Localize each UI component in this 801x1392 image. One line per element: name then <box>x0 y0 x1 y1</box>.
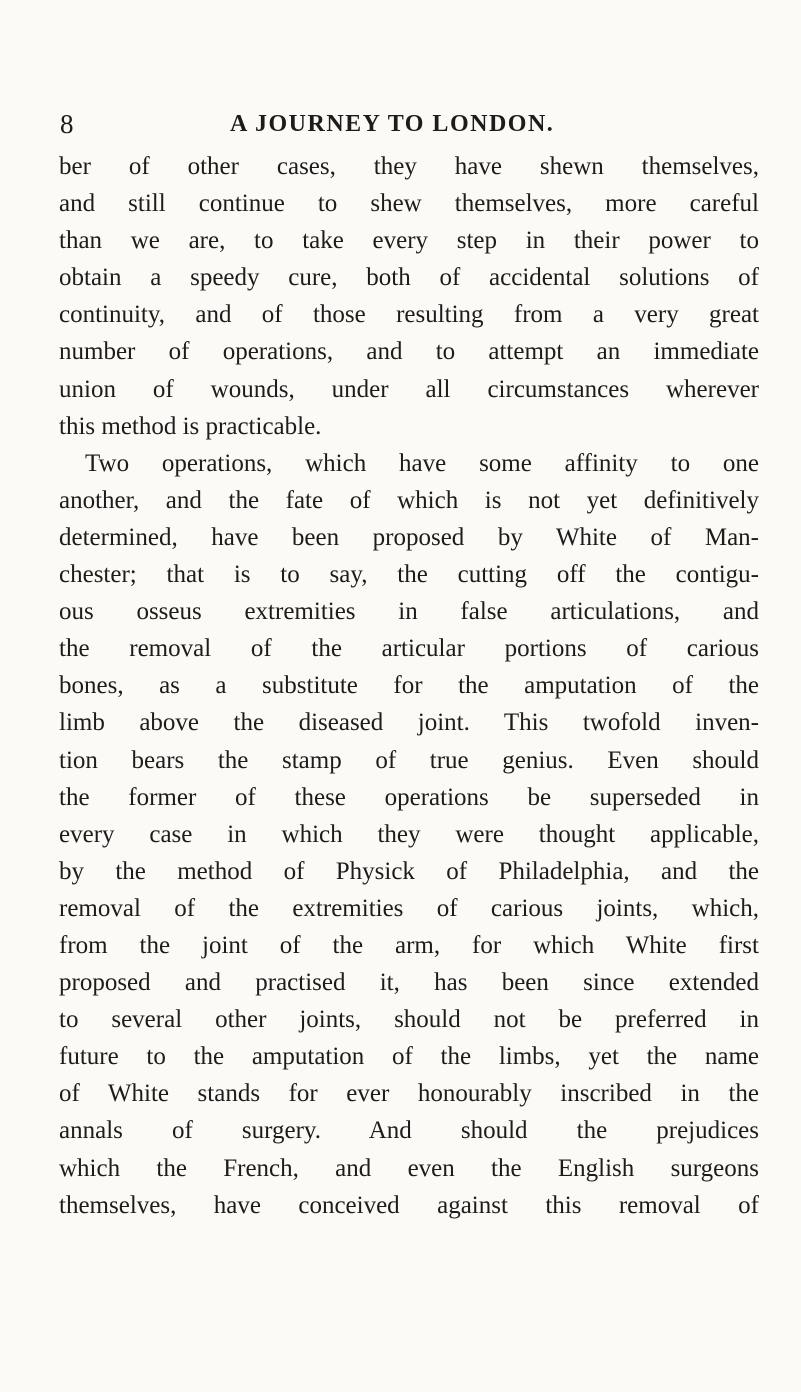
text-line: annals of surgery. And should the prejudices <box>59 1117 759 1145</box>
text-line: continuity, and of those resulting from a very great <box>59 301 759 329</box>
page-header <box>60 104 760 144</box>
text-line: tion bears the stamp of true genius. Even should <box>59 746 759 774</box>
text-line: to several other joints, should not be preferred in <box>59 1006 759 1034</box>
text-line: union of wounds, under all circumstances wherever <box>59 375 759 403</box>
text-line: another, and the fate of which is not yet definitively <box>59 486 759 514</box>
text-line: future to the amputation of the limbs, yet the name <box>59 1043 759 1071</box>
page-number: 8 <box>60 109 74 139</box>
text-line: and still continue to shew themselves, more careful <box>59 190 759 218</box>
body-text <box>59 148 759 1224</box>
text-line: this method is practicable. <box>59 412 322 440</box>
text-line: than we are, to take every step in their power to <box>59 227 759 255</box>
text-line: which the French, and even the English surgeons <box>59 1154 759 1182</box>
running-title: A JOURNEY TO LONDON. <box>230 111 555 137</box>
text-line: every case in which they were thought applicable, <box>59 820 759 848</box>
text-line: Two operations, which have some affinity to one <box>85 449 759 477</box>
text-line: determined, have been proposed by White of Man- <box>59 523 759 551</box>
text-line: number of operations, and to attempt an immediate <box>59 338 759 366</box>
text-line: from the joint of the arm, for which White first <box>59 931 759 959</box>
text-line: ber of other cases, they have shewn themselves, <box>59 153 759 180</box>
text-line: proposed and practised it, has been since extended <box>59 969 759 997</box>
text-line: of White stands for ever honourably inscribed in the <box>59 1080 759 1108</box>
text-line: ous osseus extremities in false articulations, and <box>59 598 759 626</box>
text-line: themselves, have conceived against this removal of <box>59 1191 759 1219</box>
text-line: the removal of the articular portions of carious <box>59 635 759 663</box>
text-line: removal of the extremities of carious joints, which, <box>59 894 759 922</box>
text-line: bones, as a substitute for the amputation of the <box>59 672 759 700</box>
text-line: obtain a speedy cure, both of accidental solutions of <box>59 264 759 292</box>
text-line: by the method of Physick of Philadelphia, and the <box>59 857 759 885</box>
text-line: the former of these operations be superseded in <box>59 783 759 811</box>
text-line: chester; that is to say, the cutting off the contigu- <box>59 561 759 589</box>
text-line: limb above the diseased joint. This twofold inven- <box>59 709 759 737</box>
